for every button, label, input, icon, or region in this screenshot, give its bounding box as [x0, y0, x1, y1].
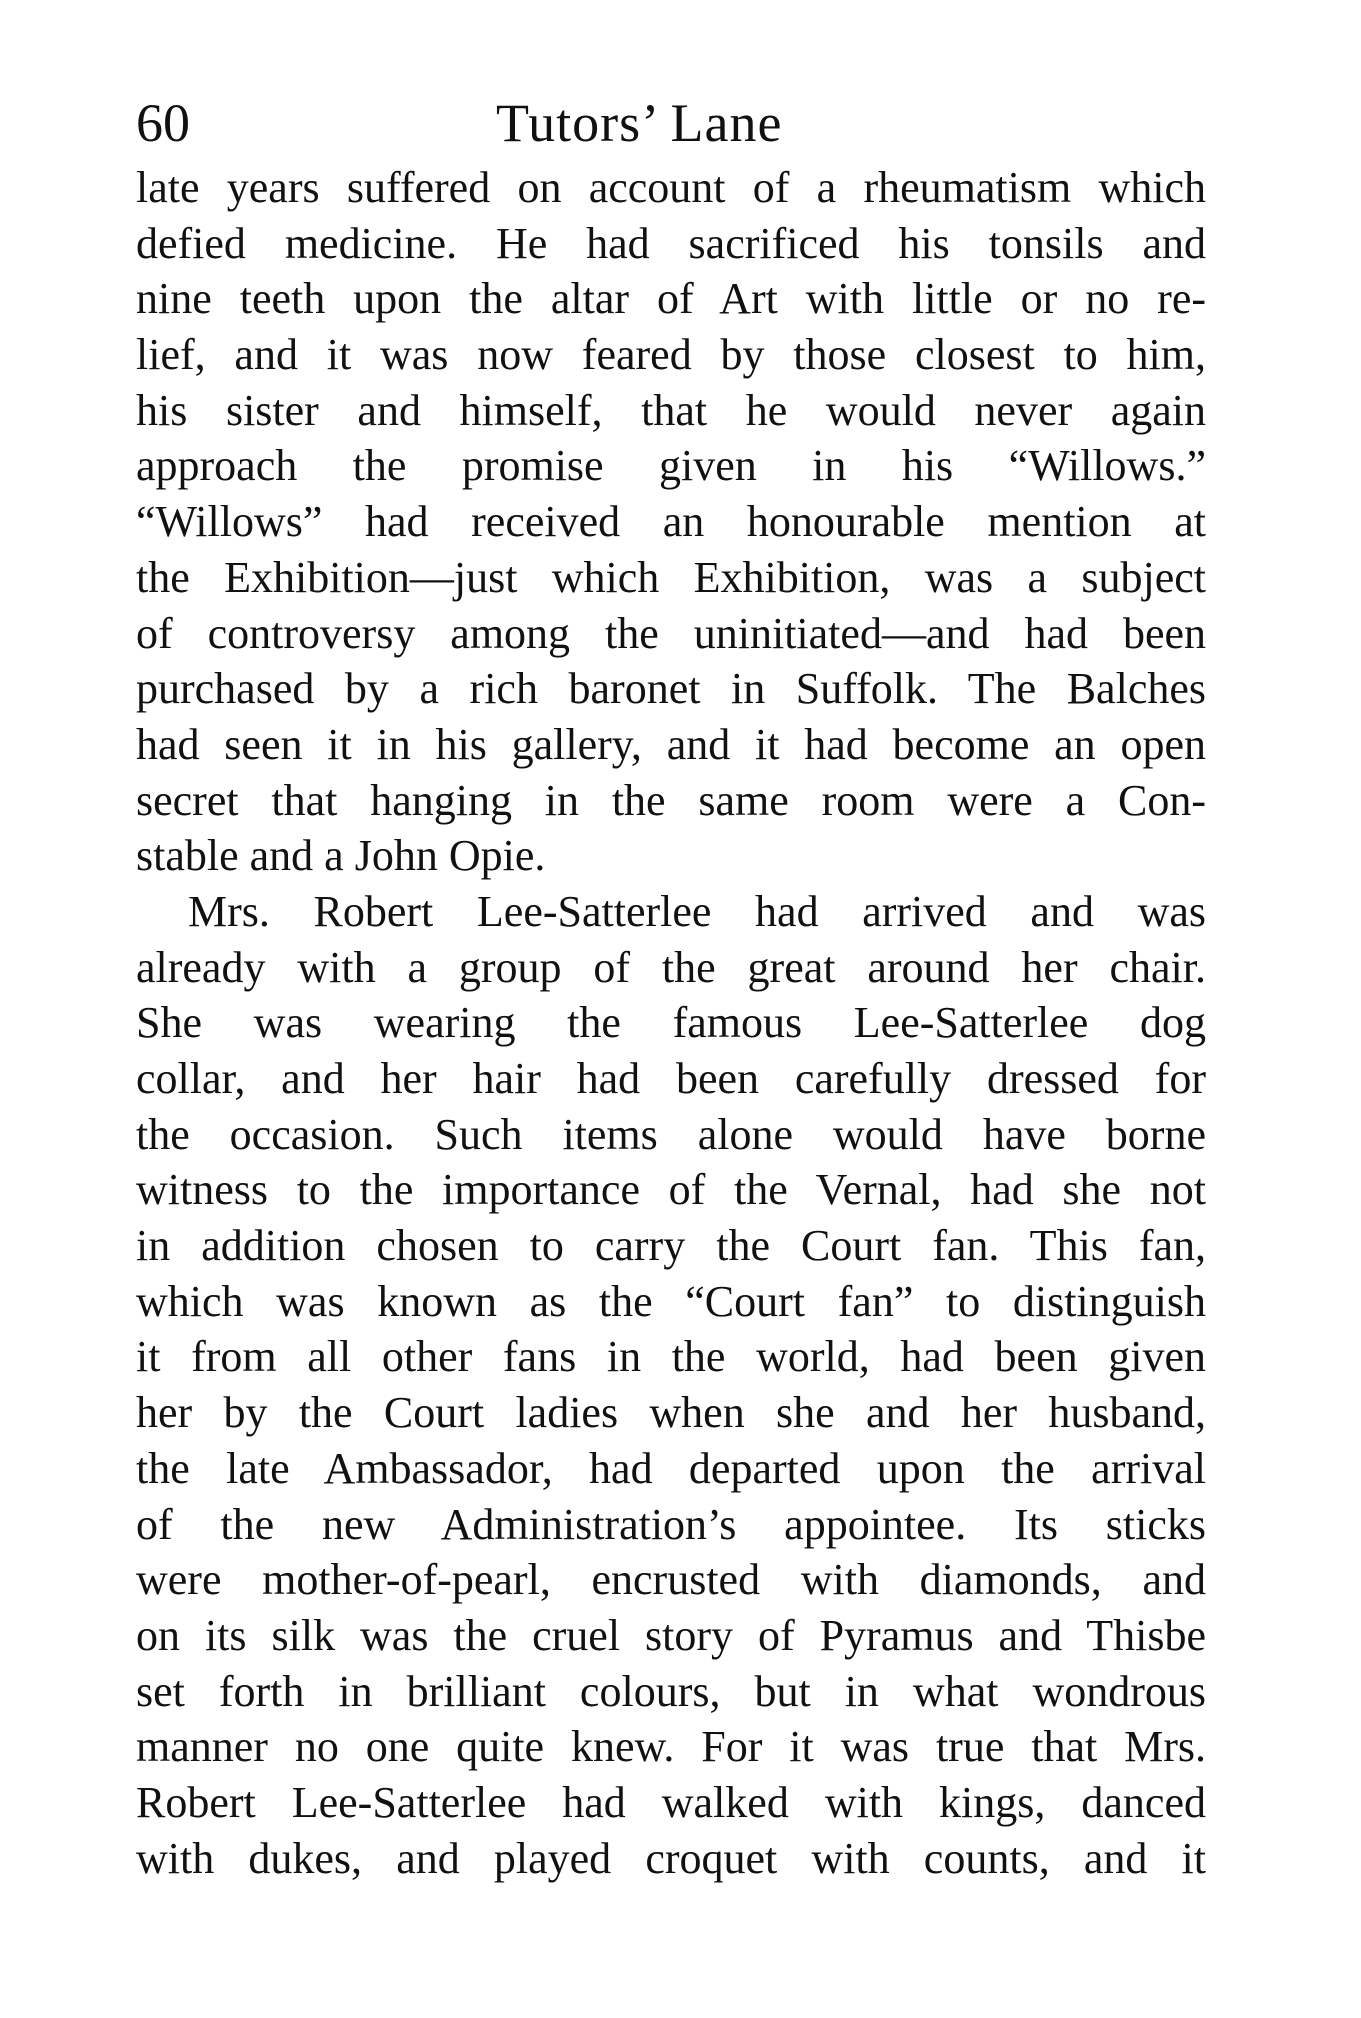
text-line: collar, and her hair had been carefully dressed for [136, 1054, 1206, 1103]
text-line: Robert Lee-Satterlee had walked with kings, danced [136, 1777, 1206, 1827]
text-line: which was known as the “Court fan” to distinguish [136, 1276, 1206, 1326]
text-line: in addition chosen to carry the Court fan. This fan, [136, 1221, 1206, 1271]
text-line: of the new Administration’s appointee. Its sticks [136, 1499, 1206, 1549]
text-line: were mother-of-pearl, encrusted with diamonds, and [136, 1555, 1206, 1605]
text-line: it from all other fans in the world, had been given [136, 1332, 1206, 1382]
text-line: already with a group of the great around her chair. [136, 942, 1206, 992]
text-line: She was wearing the famous Lee-Satterlee dog [136, 998, 1206, 1048]
text-line: the occasion. Such items alone would have borne [136, 1109, 1206, 1159]
text-line: approach the promise given in his “Willows.” [136, 441, 1206, 491]
text-line: her by the Court ladies when she and her husband, [136, 1388, 1206, 1438]
text-line: lief, and it was now feared by those closest to him, [136, 330, 1206, 380]
text-line: of controversy among the uninitiated—and had been [136, 608, 1206, 658]
text-line: manner no one quite knew. For it was true that Mrs. [136, 1722, 1206, 1772]
text-line: Mrs. Robert Lee-Satterlee had arrived and was [188, 886, 1206, 936]
running-title: Tutors’ Lane [496, 93, 783, 153]
text-line: the Exhibition—just which Exhibition, was a subject [136, 552, 1206, 602]
page-number: 60 [136, 93, 190, 153]
text-line: secret that hanging in the same room were a Con- [136, 775, 1206, 825]
text-line: nine teeth upon the altar of Art with little or no re- [136, 274, 1206, 324]
running-head [136, 88, 1201, 158]
text-line: defied medicine. He had sacrificed his tonsils and [136, 218, 1206, 268]
text-line: with dukes, and played croquet with counts, and it [136, 1833, 1206, 1883]
text-line: his sister and himself, that he would never again [136, 385, 1206, 435]
text-line: purchased by a rich baronet in Suffolk. The Balches [136, 664, 1206, 714]
text-line: set forth in brilliant colours, but in what wondrous [136, 1666, 1206, 1716]
text-line: the late Ambassador, had departed upon the arrival [136, 1443, 1206, 1493]
text-line: “Willows” had received an honourable mention at [136, 497, 1206, 547]
text-line: on its silk was the cruel story of Pyramus and Thisbe [136, 1610, 1206, 1660]
text-line: late years suffered on account of a rheumatism which [136, 163, 1206, 212]
text-line: stable and a John Opie. [136, 831, 546, 881]
text-line: had seen it in his gallery, and it had become an open [136, 719, 1206, 769]
text-line: witness to the importance of the Vernal, had she not [136, 1165, 1206, 1215]
body-text [136, 160, 1206, 1886]
